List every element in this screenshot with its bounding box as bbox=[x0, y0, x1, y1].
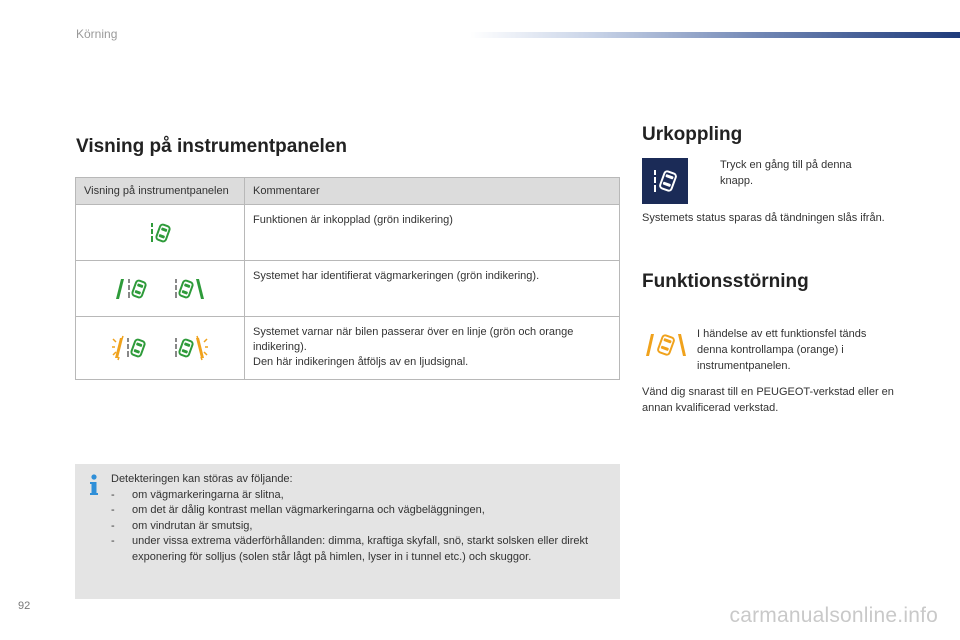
list-item: - om det är dålig kontrast mellan vägmarkeringarna och vägbeläggningen, bbox=[111, 504, 485, 516]
urkoppling-status: Systemets status sparas då tändningen slås ifrån. bbox=[642, 212, 885, 224]
table-row bbox=[76, 261, 620, 317]
table-header-display: Visning på instrumentpanelen bbox=[76, 178, 245, 205]
section-label: Körning bbox=[76, 27, 118, 41]
table-row bbox=[76, 205, 620, 261]
urkoppling-title: Urkoppling bbox=[642, 124, 743, 145]
info-intro: Detekteringen kan störas av följande: bbox=[111, 473, 293, 485]
list-item: - om vindrutan är smutsig, bbox=[111, 519, 253, 532]
table-comment: Systemet har identifierat vägmarkeringen (grön indikering). bbox=[253, 270, 540, 282]
table-header-comments: Kommentarer bbox=[245, 178, 620, 205]
list-item: - under vissa extrema väderförhållanden: dimma, kraftiga skyfall, snö, starkt solsken eller direkt exponering för solljus (solen står lågt på himlen, lyser in i tunnel etc.) och skuggor. bbox=[111, 535, 589, 563]
watermark: carmanualsonline.info bbox=[729, 604, 938, 627]
table-comment: Funktionen är inkopplad (grön indikering) bbox=[253, 214, 453, 226]
header-bar bbox=[470, 32, 960, 38]
funktionsstorning-advice: Vänd dig snarast till en PEUGEOT-verkstad eller en annan kvalificerad verkstad. bbox=[642, 386, 894, 414]
indicator-table bbox=[75, 177, 620, 380]
lane-car-warning-left-icon bbox=[111, 333, 147, 363]
lane-car-green-icon bbox=[149, 221, 171, 245]
lane-car-green-right-line-icon bbox=[173, 277, 205, 301]
table-comment: Den här indikeringen åtföljs av en ljudsignal. bbox=[253, 356, 469, 368]
funktionsstorning-title: Funktionsstörning bbox=[642, 271, 809, 292]
urkoppling-instruction: Tryck en gång till på denna knapp. bbox=[720, 159, 852, 187]
info-icon bbox=[87, 474, 101, 496]
page-number: 92 bbox=[18, 600, 31, 612]
info-text bbox=[111, 472, 611, 565]
lane-fault-orange-icon bbox=[645, 332, 687, 358]
table-row bbox=[76, 317, 620, 380]
lane-car-warning-right-icon bbox=[173, 333, 209, 363]
table-comment: Systemet varnar när bilen passerar över en linje (grön och orange indikering). bbox=[253, 326, 574, 353]
lane-assist-button-icon bbox=[642, 158, 688, 204]
list-item: - om vägmarkeringarna är slitna, bbox=[111, 488, 284, 501]
funktionsstorning-text: I händelse av ett funktionsfel tänds denna kontrollampa (orange) i instrumentpanelen. bbox=[697, 328, 867, 372]
info-box bbox=[75, 464, 620, 599]
page-title: Visning på instrumentpanelen bbox=[76, 136, 347, 157]
lane-car-green-left-line-icon bbox=[115, 277, 147, 301]
